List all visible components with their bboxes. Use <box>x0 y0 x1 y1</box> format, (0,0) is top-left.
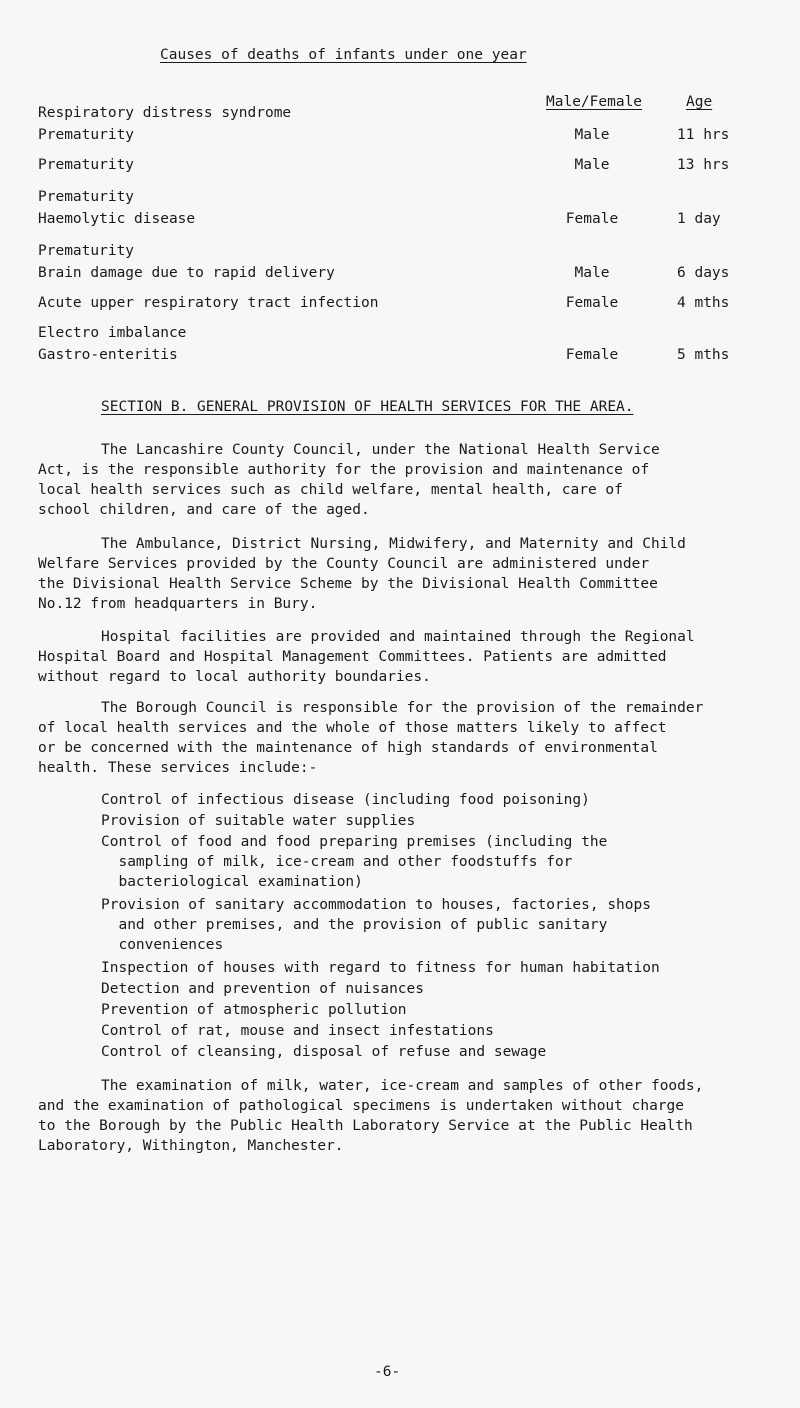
cause-line: Prematurity <box>38 243 135 259</box>
column-header-sex: Male/Female <box>546 94 643 110</box>
paragraph-text: The Borough Council is responsible for the provision of the remainder of local health services and the whole of those matters likely to affect or be concerned with the maintenance of high standards of environmental health. These services include:- <box>38 700 704 776</box>
sex-cell: Male <box>574 157 610 173</box>
cause-line: Acute upper respiratory tract infection <box>38 295 379 311</box>
service-item: Control of rat, mouse and insect infestations <box>101 1023 494 1039</box>
paragraph <box>38 698 778 778</box>
column-header-age: Age <box>686 94 713 110</box>
cause-line: Haemolytic disease <box>38 211 196 227</box>
cause-line: Prematurity <box>38 157 135 173</box>
sex-cell: Female <box>565 211 619 227</box>
paragraph <box>38 627 778 687</box>
age-cell: 1 day <box>677 211 721 227</box>
service-item: Control of infectious disease (including food poisoning) <box>101 792 590 808</box>
paragraph <box>38 534 778 614</box>
sex-cell: Male <box>574 265 610 281</box>
age-cell: 11 hrs <box>677 127 730 143</box>
age-cell: 13 hrs <box>677 157 730 173</box>
cause-line: Gastro-enteritis <box>38 347 178 363</box>
paragraph-text: The Ambulance, District Nursing, Midwifery, and Maternity and Child Welfare Services provided by the County Council are administered under the Divisional Health Service Scheme by the Divisional Health Committee No.12 from headquarters in Bury. <box>38 536 686 612</box>
service-item: Control of food and food preparing premises (including the sampling of milk, ice-cream and other foodstuffs for bacteriological examination) <box>101 834 608 890</box>
paragraph: The Lancashire County Council, under the National Health Service Act, is the responsible authority for the provision and maintenance of local health services such as child welfare, mental health, care of school children, and care of the aged. <box>38 442 660 518</box>
section-heading: SECTION B. GENERAL PROVISION OF HEALTH SERVICES FOR THE AREA. <box>101 399 634 415</box>
sex-cell: Female <box>565 347 619 363</box>
cause-line: Brain damage due to rapid delivery <box>38 265 335 281</box>
sex-cell: Male <box>574 127 610 143</box>
service-item: Prevention of atmospheric pollution <box>101 1002 407 1018</box>
age-cell: 5 mths <box>677 347 730 363</box>
cause-line: Respiratory distress syndrome <box>38 105 292 121</box>
paragraph <box>38 1076 778 1156</box>
service-item: Inspection of houses with regard to fitness for human habitation <box>101 960 660 976</box>
page-number: -6- <box>374 1364 401 1380</box>
age-cell: 4 mths <box>677 295 730 311</box>
paragraph-text: Hospital facilities are provided and maintained through the Regional Hospital Board and Hospital Management Committees. Patients are admitted without regard to local authority boundaries. <box>38 629 695 685</box>
paragraph-text: The examination of milk, water, ice-cream and samples of other foods, and the examination of pathological specimens is undertaken without charge to the Borough by the Public Health Laboratory Service at the Public Health Laboratory, Withington, Manchester. <box>38 1078 704 1154</box>
service-item: Detection and prevention of nuisances <box>101 981 425 997</box>
service-item: Provision of suitable water supplies <box>101 813 416 829</box>
cause-line: Prematurity <box>38 189 135 205</box>
service-item: Provision of sanitary accommodation to houses, factories, shops and other premises, and the provision of public sanitary conveniences <box>101 897 651 953</box>
sex-cell: Female <box>565 295 619 311</box>
cause-line: Prematurity <box>38 127 135 143</box>
service-item: Control of cleansing, disposal of refuse and sewage <box>101 1044 547 1060</box>
table-title: Causes of deaths of infants under one year <box>160 47 527 63</box>
cause-line: Electro imbalance <box>38 325 187 341</box>
age-cell: 6 days <box>677 265 730 281</box>
